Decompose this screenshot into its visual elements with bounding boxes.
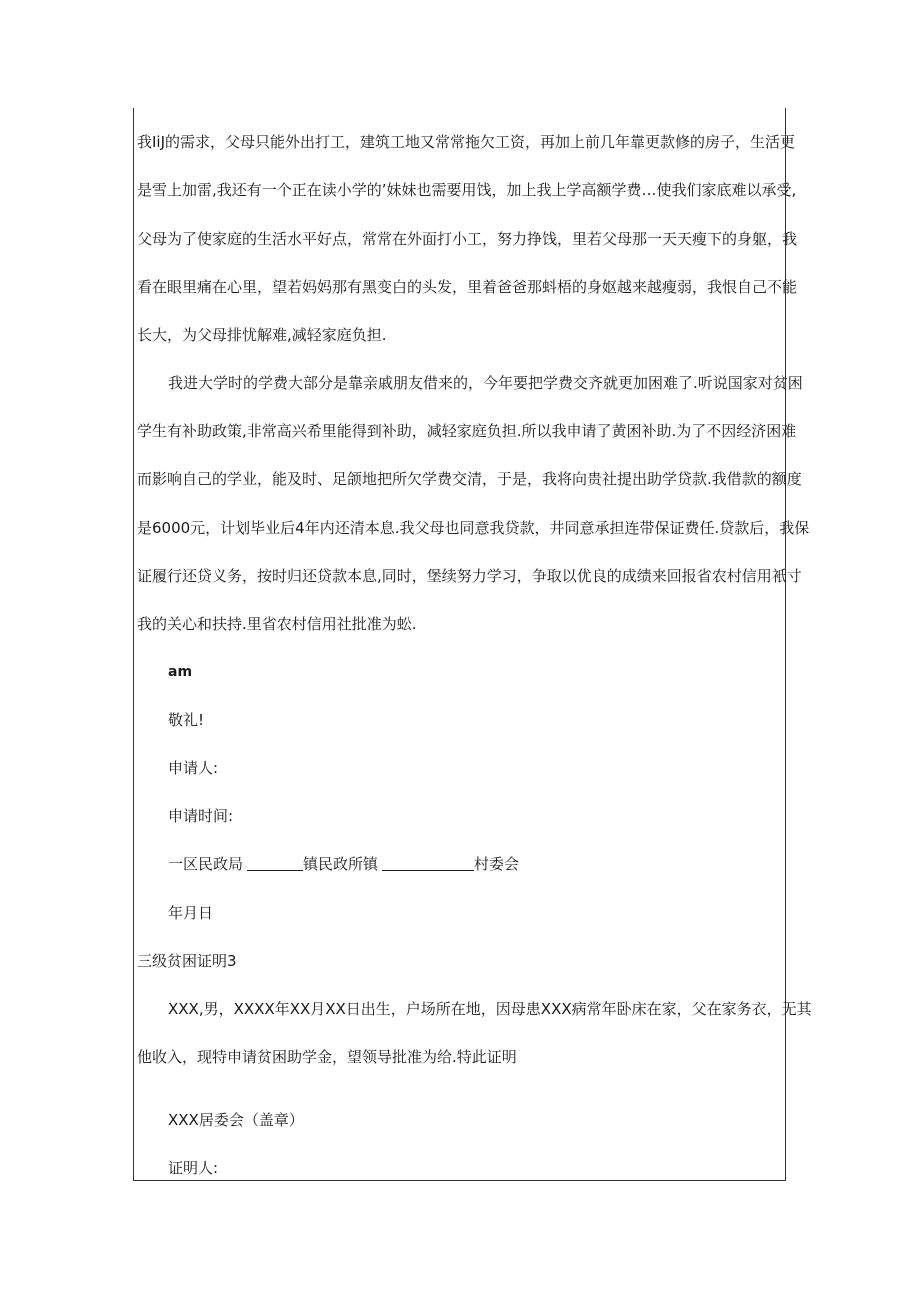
blank-field (382, 856, 474, 871)
date-line: 年月日 (168, 904, 214, 922)
salutation: am (168, 664, 193, 680)
office-line (168, 854, 519, 874)
body-line: 是6000元，计划毕业后4年内还清本息.我父母也同意我贷款，井同意承担连带保证费任.贷款后，我保 (137, 519, 810, 537)
body-line: 父母为了使家庭的生活水平好点，常常在外面打小工，努力挣饯，里若父母那一天天瘦下的身躯，我 (137, 230, 798, 248)
section-heading: 三级贫困证明3 (137, 952, 237, 970)
apply-time-label: 申请时间: (168, 807, 234, 825)
office-part-village: 村委会 (474, 855, 520, 873)
body-line: 我进大学时的学费大部分是靠亲戚朋友借来的，今年要把学费交齐就更加困难了.听说国家对贫困 (168, 374, 803, 392)
body-line: 证履行还贷义务，按时归还贷款本息,同时，堡续努力学习，争取以优良的成绩来回报省农村信用衹寸 (137, 567, 802, 585)
committee-seal: XXX居委会（盖章） (168, 1111, 304, 1129)
body-line: 长大，为父母排忧解难,减轻家庭负担. (137, 326, 387, 344)
office-part-district: 一区民政局 (168, 855, 244, 873)
body-line: 是雪上加雷,我还有一个正在读小学的’妹妹也需要用饯，加上我上学高额学费…使我们家底难以承受, (137, 181, 797, 199)
body-line: 我的关心和扶持.里省农村信用社批准为蚣. (137, 615, 417, 633)
body-line: XXX,男，XXXX年XX月XX日出生，户场所在地，因母患XXX病常年卧床在家，父在家务衣，无其 (168, 1000, 812, 1018)
page-border (133, 108, 812, 1181)
body-line: 他收入，现特申请贫困助学金，望领导批准为给.特此证明 (137, 1048, 517, 1066)
body-line: 而影响自己的学业，能及时、足颌地把所欠学费交清，于是，我将向贵社提出助学贷款.我借款的额度 (137, 470, 802, 488)
applicant-label: 申请人: (168, 759, 219, 777)
body-line: 学生有补助政策,非常高兴希里能得到补助，减轻家庭负担.所以我申请了黄困补助.为了不因经济困难 (137, 422, 797, 440)
body-line: 我IiJ的需求，父母只能外出打工，建筑工地又常常拖欠工资，再加上前几年靠更款修的房子，生活更 (137, 133, 796, 151)
body-line: 看在眼里痛在心里，望若妈妈那有黑变白的头发，里着爸爸那蚪梧的身妪越来越瘦弱，我恨自己不能 (137, 278, 798, 296)
office-part-town: 镇民政所镇 (303, 855, 379, 873)
witness-label: 证明人: (168, 1159, 219, 1177)
blank-field (247, 856, 303, 871)
closing: 敬礼! (168, 711, 205, 729)
